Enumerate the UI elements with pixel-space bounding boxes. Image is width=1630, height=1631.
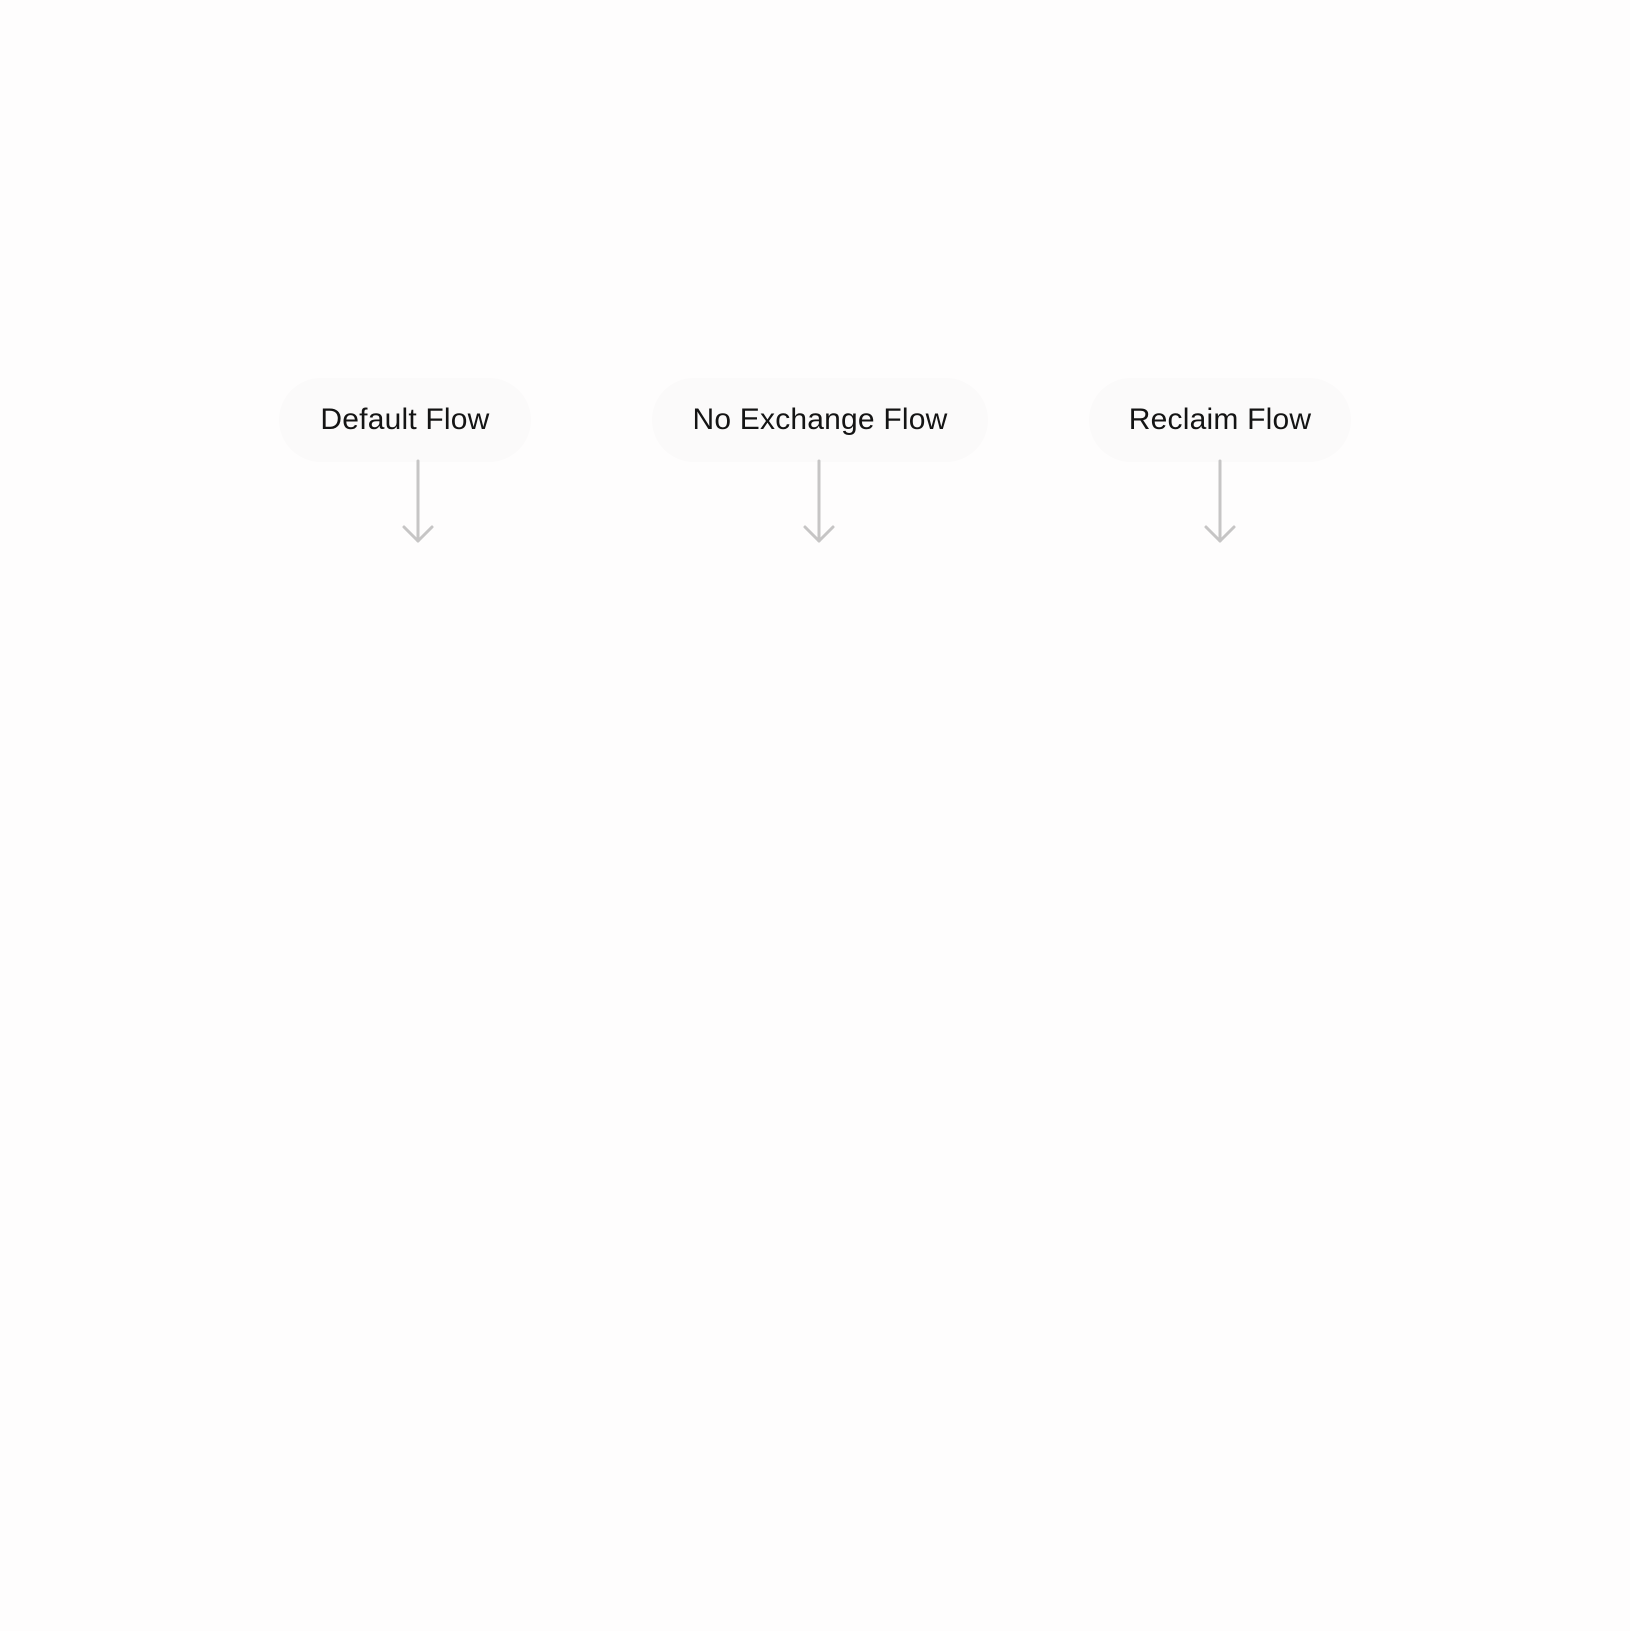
flow-node-reclaim <box>1089 378 1351 462</box>
flow-node-no-exchange <box>652 378 988 462</box>
arrow-down-icon <box>1202 461 1238 545</box>
flow-label: Reclaim Flow <box>1128 403 1312 436</box>
flow-label: Default Flow <box>320 403 490 436</box>
flow-node-default <box>279 378 531 462</box>
arrow-down-icon <box>400 461 436 545</box>
arrow-down-icon <box>801 461 837 545</box>
flow-label: No Exchange Flow <box>692 403 948 436</box>
